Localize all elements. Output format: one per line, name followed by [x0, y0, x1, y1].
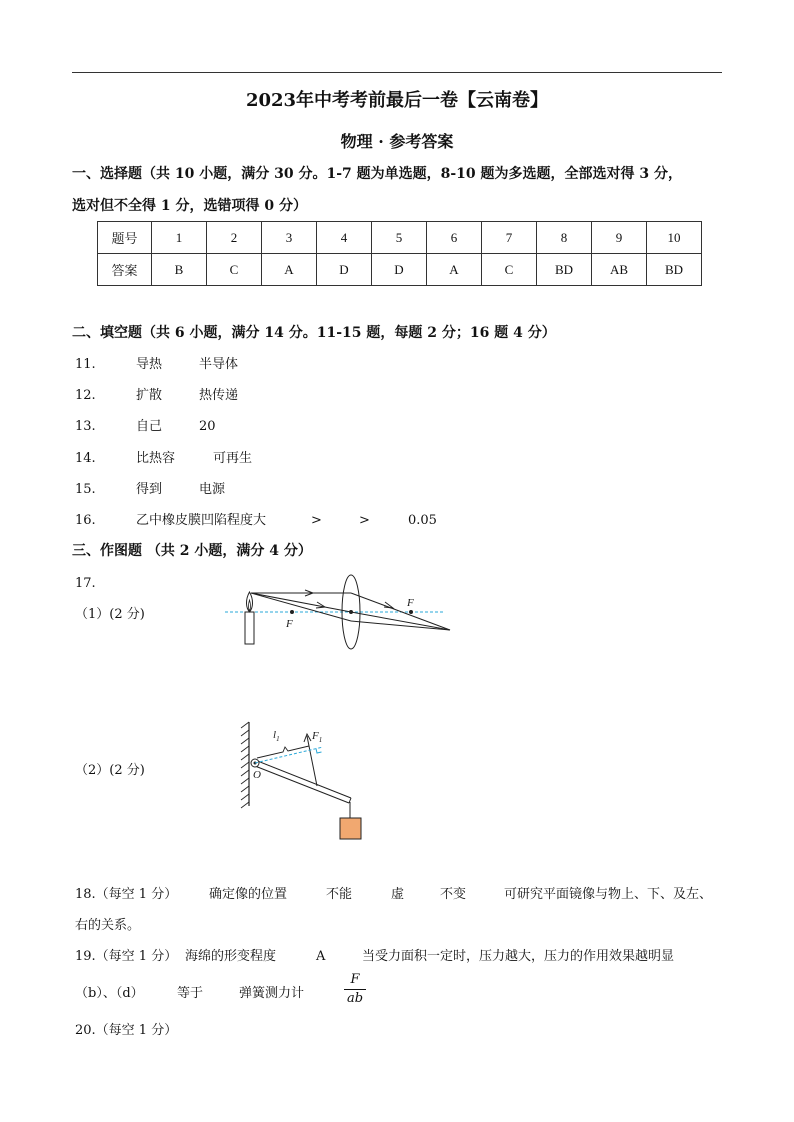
table-cell: C	[482, 254, 537, 286]
question-18-number: 18.（每空 1 分）	[75, 887, 178, 902]
section1-heading-line2: 选对但不全得 1 分，选错项得 0 分）	[72, 198, 307, 214]
item-answer: 海绵的形变程度	[185, 949, 277, 964]
lever-diagram	[233, 718, 373, 848]
item-answer: 20	[199, 419, 216, 434]
candle-flame	[246, 592, 252, 612]
item-answer: 热传递	[199, 388, 239, 403]
table-cell: D	[372, 254, 427, 286]
table-cell: 9	[592, 222, 647, 254]
table-row-header: 答案	[98, 254, 152, 286]
table-cell: 3	[262, 222, 317, 254]
section3-heading: 三、作图题 （共 2 小题，满分 4 分）	[72, 543, 312, 559]
pivot-label: O	[253, 769, 261, 781]
table-cell: 5	[372, 222, 427, 254]
question-18-continuation: 右的关系。	[75, 918, 141, 933]
question-17-part2: （2）(2 分)	[75, 763, 145, 778]
table-cell: D	[317, 254, 372, 286]
item-number: 13.	[75, 419, 96, 434]
item-answer: 比热容	[136, 451, 176, 466]
item-answer: A	[316, 949, 326, 964]
question-19-number: 19.（每空 1 分）	[75, 949, 178, 964]
item-answer: 不变	[440, 887, 467, 902]
lever-arm-label: $l_1$	[273, 729, 280, 743]
item-answer: 不能	[326, 887, 353, 902]
item-answer: 当受力面积一定时，压力越大，压力的作用效果越明显	[362, 949, 675, 964]
table-cell: 10	[647, 222, 702, 254]
item-answer: 确定像的位置	[209, 887, 288, 902]
page-title: 2023年中考考前最后一卷【云南卷】	[245, 90, 549, 111]
table-cell: BD	[647, 254, 702, 286]
table-cell: A	[427, 254, 482, 286]
item-answer: 电源	[199, 482, 226, 497]
item-answer: 乙中橡皮膜凹陷程度大	[136, 513, 267, 528]
section1-heading-line1: 一、选择题（共 10 小题，满分 30 分。1-7 题为单选题，8-10 题为多选题，全部选对得 3 分，	[72, 166, 683, 182]
candle	[245, 612, 254, 644]
item-answer: 自己	[136, 419, 163, 434]
page-subtitle: 物理 · 参考答案	[340, 132, 454, 151]
force-label: $F_1$	[312, 730, 323, 744]
fraction-numerator: F	[350, 972, 360, 987]
focus-label-right: F	[407, 597, 414, 609]
table-cell: 8	[537, 222, 592, 254]
table-cell: AB	[592, 254, 647, 286]
header-rule	[72, 72, 722, 73]
table-cell: 1	[152, 222, 207, 254]
item-answer: 0.05	[408, 513, 437, 528]
section2-heading: 二、填空题（共 6 小题，满分 14 分。11-15 题，每题 2 分；16 题 4 分）	[72, 325, 556, 341]
lens-ray-diagram	[225, 570, 465, 656]
focus-label-left: F	[286, 618, 293, 630]
question-17-number: 17.	[75, 576, 96, 591]
item-answer: 扩散	[136, 388, 163, 403]
item-answer: （b）、（d）	[75, 986, 144, 1001]
item-answer: >	[359, 513, 370, 528]
item-number: 16.	[75, 513, 96, 528]
item-answer: 得到	[136, 482, 163, 497]
answer-table	[97, 221, 702, 286]
fraction-denominator: ab	[346, 991, 364, 1006]
table-cell: 6	[427, 222, 482, 254]
fraction-answer	[344, 972, 366, 1007]
item-answer: 弹簧测力计	[239, 986, 305, 1001]
table-row	[98, 222, 702, 254]
item-answer: 半导体	[199, 357, 239, 372]
table-row	[98, 254, 702, 286]
item-answer: 导热	[136, 357, 163, 372]
table-cell: B	[152, 254, 207, 286]
item-number: 14.	[75, 451, 96, 466]
item-answer: >	[311, 513, 322, 528]
question-17-part1: （1）(2 分)	[75, 607, 145, 622]
item-number: 15.	[75, 482, 96, 497]
item-answer: 可研究平面镜像与物上、下、及左、	[504, 887, 713, 902]
table-cell: 2	[207, 222, 262, 254]
table-cell: A	[262, 254, 317, 286]
item-answer: 等于	[177, 986, 204, 1001]
table-cell: 4	[317, 222, 372, 254]
question-20-number: 20.（每空 1 分）	[75, 1023, 178, 1038]
item-answer: 可再生	[213, 451, 253, 466]
table-cell: C	[207, 254, 262, 286]
weight-block	[340, 818, 361, 839]
table-cell: 7	[482, 222, 537, 254]
item-number: 11.	[75, 357, 96, 372]
table-row-header: 题号	[98, 222, 152, 254]
table-cell: BD	[537, 254, 592, 286]
item-answer: 虚	[391, 887, 405, 902]
item-number: 12.	[75, 388, 96, 403]
